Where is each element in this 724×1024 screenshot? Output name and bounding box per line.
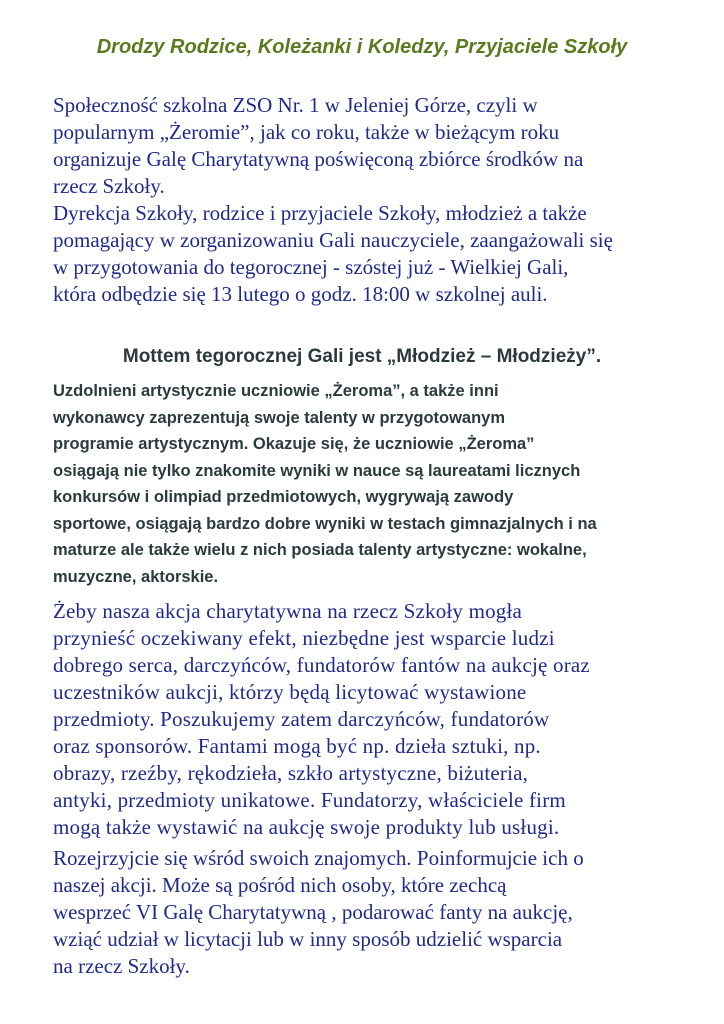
appeal-paragraph: Rozejrzyjcie się wśród swoich znajomych. Poinformujcie ich o naszej akcji. Może są pośród nich osoby, które zechcą wesprzeć VI Galę Charytatywną , podarować fanty na aukcję, wziąć udział w licytacji lub w inny sposób udzielić wsparcia na rzecz Szkoły. — [53, 846, 584, 978]
gala-motto: Mottem tegorocznej Gali jest „Młodzież – Młodzieży”. — [122, 346, 602, 367]
talents-paragraph: Uzdolnieni artystycznie uczniowie „Żeroma”, a także inni wykonawcy zaprezentują swoje talenty w przygotowanym programie artystycznym. Okazuje się, że uczniowie „Żeroma” osiągają nie tylko znakomite wyniki w nauce są laureatami licznych konkursów i olimpiad przedmiotowych, wygrywają zawody sportowe, osiągają bardzo dobre wyniki w testach gimnazjalnych i na maturze ale także wielu z nich posiada talenty artystyczne: wokalne, muzyczne, aktorskie. — [53, 382, 597, 586]
letter-heading: Drodzy Rodzice, Koleżanki i Koledzy, Przyjaciele Szkoły — [96, 36, 628, 58]
organizers-paragraph: Dyrekcja Szkoły, rodzice i przyjaciele Szkoły, młodzież a także pomagający w zorganizowaniu Gali nauczyciele, zaangażowali się w przygotowania do tegorocznej - szóstej już - Wielkiej Gali, która odbędzie się 13 lutego o godz. 18:00 w szkolnej auli. — [53, 201, 613, 306]
donors-paragraph: Żeby nasza akcja charytatywna na rzecz Szkoły mogła przynieść oczekiwany efekt, niezbędne jest wsparcie ludzi dobrego serca, darczyńców, fundatorów fantów na aukcję oraz uczestników aukcji, którzy będą licytować wystawione przedmioty. Poszukujemy zatem darczyńców, fundatorów oraz sponsorów. Fantami mogą być np. dzieła sztuki, np. obrazy, rzeźby, rękodzieła, szkło artystyczne, biżuteria, antyki, przedmioty unikatowe. Fundatorzy, właściciele firm mogą także wystawić na aukcję swoje produkty lub usługi. — [53, 599, 590, 839]
intro-paragraph: Społeczność szkolna ZSO Nr. 1 w Jeleniej Górze, czyli w popularnym „Żeromie”, jak co roku, także w bieżącym roku organizuje Galę Charytatywną poświęconą zbiórce środków na rzecz Szkoły. — [53, 93, 584, 198]
